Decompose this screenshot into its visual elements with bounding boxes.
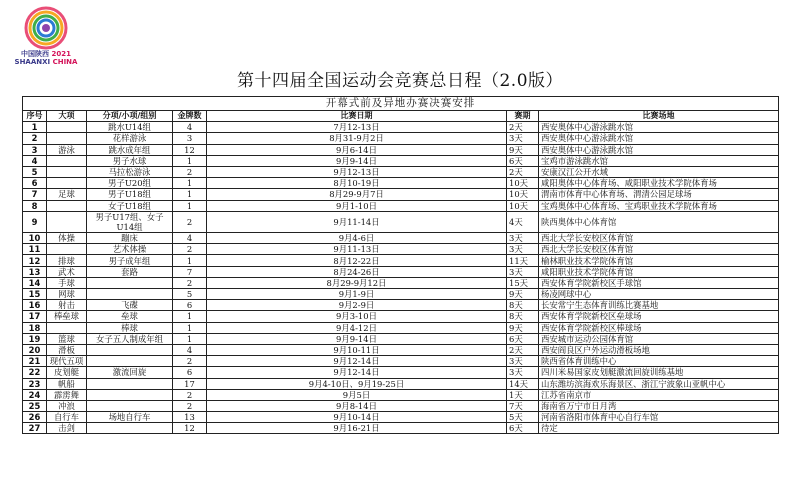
row-dates: 7月12-13日 — [207, 122, 507, 133]
row-number: 12 — [23, 255, 47, 266]
row-number: 22 — [23, 367, 47, 378]
row-dates: 9月3-10日 — [207, 311, 507, 322]
row-dates: 9月5日 — [207, 389, 507, 400]
row-dates: 8月29-9月7日 — [207, 189, 507, 200]
row-venue: 江苏省南京市 — [539, 389, 779, 400]
row-number: 9 — [23, 211, 47, 232]
row-dates: 9月12-13日 — [207, 166, 507, 177]
row-medals: 5 — [173, 289, 207, 300]
row-medals: 7 — [173, 266, 207, 277]
table-row — [23, 155, 779, 166]
table-row — [23, 266, 779, 277]
row-sport: 体操 — [47, 233, 87, 244]
row-event: 蹦床 — [87, 233, 173, 244]
row-venue: 西安体育学院新校区棒球场 — [539, 322, 779, 333]
row-number: 23 — [23, 378, 47, 389]
games-logo — [14, 6, 78, 72]
row-dates: 9月11-13日 — [207, 244, 507, 255]
row-dates: 9月16-21日 — [207, 423, 507, 434]
table-row — [23, 412, 779, 423]
row-number: 10 — [23, 233, 47, 244]
row-dates: 8月12-22日 — [207, 255, 507, 266]
row-number: 18 — [23, 322, 47, 333]
header-no: 序号 — [23, 111, 47, 122]
header-medals: 金牌数 — [173, 111, 207, 122]
row-event: 艺术体操 — [87, 244, 173, 255]
row-days: 10天 — [507, 178, 539, 189]
row-sport: 足球 — [47, 189, 87, 200]
header-event: 分项/小项/组别 — [87, 111, 173, 122]
row-event: 垒球 — [87, 311, 173, 322]
row-number: 26 — [23, 412, 47, 423]
row-medals: 12 — [173, 144, 207, 155]
row-event — [87, 289, 173, 300]
row-event: 跳水成年组 — [87, 144, 173, 155]
row-sport: 排球 — [47, 255, 87, 266]
table-subtitle-row — [23, 97, 779, 111]
row-sport — [47, 211, 87, 232]
row-days: 15天 — [507, 277, 539, 288]
table-row — [23, 211, 779, 232]
row-days: 8天 — [507, 300, 539, 311]
row-venue: 陕西奥体中心体育馆 — [539, 211, 779, 232]
row-days: 3天 — [507, 133, 539, 144]
row-event — [87, 423, 173, 434]
row-dates: 8月24-26日 — [207, 266, 507, 277]
row-dates: 9月11-14日 — [207, 211, 507, 232]
row-sport: 自行车 — [47, 412, 87, 423]
row-number: 24 — [23, 389, 47, 400]
table-row — [23, 311, 779, 322]
table-row — [23, 389, 779, 400]
schedule-table — [22, 96, 779, 434]
row-venue: 西安城市运动公园体育馆 — [539, 333, 779, 344]
row-event: 女子U18组 — [87, 200, 173, 211]
table-row — [23, 166, 779, 177]
row-days: 1天 — [507, 389, 539, 400]
row-venue: 山东潍坊滨海欢乐海景区、浙江宁波象山亚帆中心 — [539, 378, 779, 389]
row-number: 25 — [23, 400, 47, 411]
row-venue: 渭南市体育中心体育场、渭清公园足球场 — [539, 189, 779, 200]
row-days: 7天 — [507, 400, 539, 411]
row-number: 14 — [23, 277, 47, 288]
row-event: 马拉松游泳 — [87, 166, 173, 177]
row-days: 6天 — [507, 423, 539, 434]
table-row — [23, 255, 779, 266]
row-venue: 河南省洛阳市体育中心自行车馆 — [539, 412, 779, 423]
row-medals: 4 — [173, 344, 207, 355]
header-dates: 比赛日期 — [207, 111, 507, 122]
row-event: 花样游泳 — [87, 133, 173, 144]
row-medals: 1 — [173, 322, 207, 333]
row-medals: 1 — [173, 255, 207, 266]
row-number: 8 — [23, 200, 47, 211]
row-medals: 13 — [173, 412, 207, 423]
table-subtitle: 开幕式前及异地办赛决赛安排 — [23, 97, 779, 111]
row-days: 3天 — [507, 367, 539, 378]
row-sport: 篮球 — [47, 333, 87, 344]
table-row — [23, 233, 779, 244]
row-number: 4 — [23, 155, 47, 166]
row-medals: 6 — [173, 367, 207, 378]
row-dates: 9月12-14日 — [207, 367, 507, 378]
table-row — [23, 289, 779, 300]
row-event: 男子U18组 — [87, 189, 173, 200]
row-event: 飞碟 — [87, 300, 173, 311]
table-row — [23, 333, 779, 344]
row-days: 2天 — [507, 122, 539, 133]
row-days: 10天 — [507, 200, 539, 211]
row-event: 套路 — [87, 266, 173, 277]
row-sport: 游泳 — [47, 144, 87, 155]
row-days: 6天 — [507, 155, 539, 166]
table-row — [23, 344, 779, 355]
row-number: 15 — [23, 289, 47, 300]
row-event — [87, 344, 173, 355]
row-medals: 2 — [173, 166, 207, 177]
row-venue: 杨凌网球中心 — [539, 289, 779, 300]
row-venue: 咸阳职业技术学院体育馆 — [539, 266, 779, 277]
header-sport: 大项 — [47, 111, 87, 122]
row-venue: 咸阳奥体中心体育场、咸阳职业技术学院体育场 — [539, 178, 779, 189]
table-row — [23, 277, 779, 288]
table-row — [23, 378, 779, 389]
row-days: 9天 — [507, 144, 539, 155]
row-event: 男子U17组、女子U14组 — [87, 211, 173, 232]
row-number: 6 — [23, 178, 47, 189]
row-days: 5天 — [507, 412, 539, 423]
row-venue: 宝鸡市游泳跳水馆 — [539, 155, 779, 166]
row-medals: 2 — [173, 277, 207, 288]
row-event — [87, 400, 173, 411]
row-number: 13 — [23, 266, 47, 277]
row-sport: 棒垒球 — [47, 311, 87, 322]
table-row — [23, 356, 779, 367]
row-days: 6天 — [507, 333, 539, 344]
row-venue: 海南省万宁市日月湾 — [539, 400, 779, 411]
page-title: 第十四届全国运动会竞赛总日程（2.0版） — [236, 71, 564, 91]
row-number: 7 — [23, 189, 47, 200]
row-days: 3天 — [507, 244, 539, 255]
row-number: 20 — [23, 344, 47, 355]
row-venue: 西安奥体中心游泳跳水馆 — [539, 144, 779, 155]
games-emblem-icon — [24, 6, 68, 50]
header-days: 赛期 — [507, 111, 539, 122]
row-venue: 待定 — [539, 423, 779, 434]
row-venue: 西安奥体中心游泳跳水馆 — [539, 122, 779, 133]
row-dates: 9月4-6日 — [207, 233, 507, 244]
row-event — [87, 378, 173, 389]
row-dates: 9月1-10日 — [207, 200, 507, 211]
row-sport — [47, 322, 87, 333]
row-medals: 1 — [173, 311, 207, 322]
row-days: 2天 — [507, 166, 539, 177]
row-sport — [47, 178, 87, 189]
row-medals: 1 — [173, 333, 207, 344]
row-days: 3天 — [507, 266, 539, 277]
row-days: 9天 — [507, 322, 539, 333]
row-sport: 霹雳舞 — [47, 389, 87, 400]
row-number: 5 — [23, 166, 47, 177]
row-days: 4天 — [507, 211, 539, 232]
row-sport — [47, 155, 87, 166]
row-medals: 17 — [173, 378, 207, 389]
row-dates: 9月4-10日、9月19-25日 — [207, 378, 507, 389]
row-event: 男子U20组 — [87, 178, 173, 189]
row-number: 1 — [23, 122, 47, 133]
row-sport — [47, 244, 87, 255]
row-medals: 2 — [173, 211, 207, 232]
row-venue: 长安常宁生态体育训练比赛基地 — [539, 300, 779, 311]
table-row — [23, 133, 779, 144]
row-medals: 2 — [173, 244, 207, 255]
table-row — [23, 144, 779, 155]
row-medals: 1 — [173, 200, 207, 211]
row-medals: 1 — [173, 189, 207, 200]
row-sport: 帆船 — [47, 378, 87, 389]
row-days: 2天 — [507, 344, 539, 355]
row-sport: 射击 — [47, 300, 87, 311]
row-number: 19 — [23, 333, 47, 344]
row-venue: 西安阎良区户外运动滑板场地 — [539, 344, 779, 355]
row-sport: 冲浪 — [47, 400, 87, 411]
table-row — [23, 322, 779, 333]
table-row — [23, 423, 779, 434]
row-venue: 西安体育学院新校区手球馆 — [539, 277, 779, 288]
logo-line-1: 中国陕西 2021 — [21, 50, 71, 58]
row-venue: 西安奥体中心游泳跳水馆 — [539, 133, 779, 144]
row-number: 17 — [23, 311, 47, 322]
table-row — [23, 189, 779, 200]
row-sport: 手球 — [47, 277, 87, 288]
row-dates: 9月9-14日 — [207, 333, 507, 344]
table-header-row — [23, 111, 779, 122]
row-event: 激流回旋 — [87, 367, 173, 378]
table-row — [23, 244, 779, 255]
row-medals: 2 — [173, 400, 207, 411]
table-row — [23, 200, 779, 211]
row-dates: 8月29-9月12日 — [207, 277, 507, 288]
row-event: 男子成年组 — [87, 255, 173, 266]
row-venue: 宝鸡奥体中心体育场、宝鸡职业技术学院体育场 — [539, 200, 779, 211]
row-medals: 2 — [173, 356, 207, 367]
row-days: 10天 — [507, 189, 539, 200]
row-venue: 陕西省体育训练中心 — [539, 356, 779, 367]
row-event: 棒球 — [87, 322, 173, 333]
row-dates: 8月31-9月2日 — [207, 133, 507, 144]
row-medals: 12 — [173, 423, 207, 434]
row-sport: 滑板 — [47, 344, 87, 355]
row-sport: 击剑 — [47, 423, 87, 434]
table-row — [23, 122, 779, 133]
row-dates: 9月10-11日 — [207, 344, 507, 355]
row-medals: 4 — [173, 122, 207, 133]
row-sport — [47, 133, 87, 144]
table-row — [23, 367, 779, 378]
row-sport: 现代五项 — [47, 356, 87, 367]
row-medals: 1 — [173, 155, 207, 166]
row-venue: 四川米易国家皮划艇激流回旋训练基地 — [539, 367, 779, 378]
row-days: 3天 — [507, 233, 539, 244]
row-sport: 武术 — [47, 266, 87, 277]
row-sport: 皮划艇 — [47, 367, 87, 378]
row-dates: 9月1-9日 — [207, 289, 507, 300]
table-row — [23, 178, 779, 189]
row-dates: 9月8-14日 — [207, 400, 507, 411]
table-row — [23, 400, 779, 411]
row-event — [87, 277, 173, 288]
row-event: 女子五人制成年组 — [87, 333, 173, 344]
row-dates: 9月6-14日 — [207, 144, 507, 155]
row-dates: 9月4-12日 — [207, 322, 507, 333]
row-venue: 榆林职业技术学院体育馆 — [539, 255, 779, 266]
row-venue: 西北大学长安校区体育馆 — [539, 233, 779, 244]
row-venue: 安康汉江公开水域 — [539, 166, 779, 177]
row-event — [87, 389, 173, 400]
row-dates: 9月2-9日 — [207, 300, 507, 311]
row-medals: 3 — [173, 133, 207, 144]
row-medals: 1 — [173, 178, 207, 189]
row-event: 跳水U14组 — [87, 122, 173, 133]
row-medals: 2 — [173, 389, 207, 400]
row-venue: 西安体育学院新校区垒球场 — [539, 311, 779, 322]
row-days: 3天 — [507, 356, 539, 367]
row-number: 3 — [23, 144, 47, 155]
row-medals: 6 — [173, 300, 207, 311]
row-days: 8天 — [507, 311, 539, 322]
row-sport: 网球 — [47, 289, 87, 300]
row-number: 21 — [23, 356, 47, 367]
row-number: 16 — [23, 300, 47, 311]
table-row — [23, 300, 779, 311]
row-sport — [47, 166, 87, 177]
row-dates: 9月12-14日 — [207, 356, 507, 367]
row-medals: 4 — [173, 233, 207, 244]
header-venue: 比赛场地 — [539, 111, 779, 122]
row-days: 14天 — [507, 378, 539, 389]
row-dates: 9月10-14日 — [207, 412, 507, 423]
row-number: 2 — [23, 133, 47, 144]
row-event: 男子水球 — [87, 155, 173, 166]
logo-line-2: SHAANXI CHINA — [14, 58, 78, 66]
row-sport — [47, 122, 87, 133]
row-days: 11天 — [507, 255, 539, 266]
row-days: 9天 — [507, 289, 539, 300]
row-venue: 西北大学长安校区体育馆 — [539, 244, 779, 255]
row-number: 11 — [23, 244, 47, 255]
row-number: 27 — [23, 423, 47, 434]
row-event: 场地自行车 — [87, 412, 173, 423]
row-dates: 8月10-19日 — [207, 178, 507, 189]
row-event — [87, 356, 173, 367]
row-sport — [47, 200, 87, 211]
row-dates: 9月9-14日 — [207, 155, 507, 166]
